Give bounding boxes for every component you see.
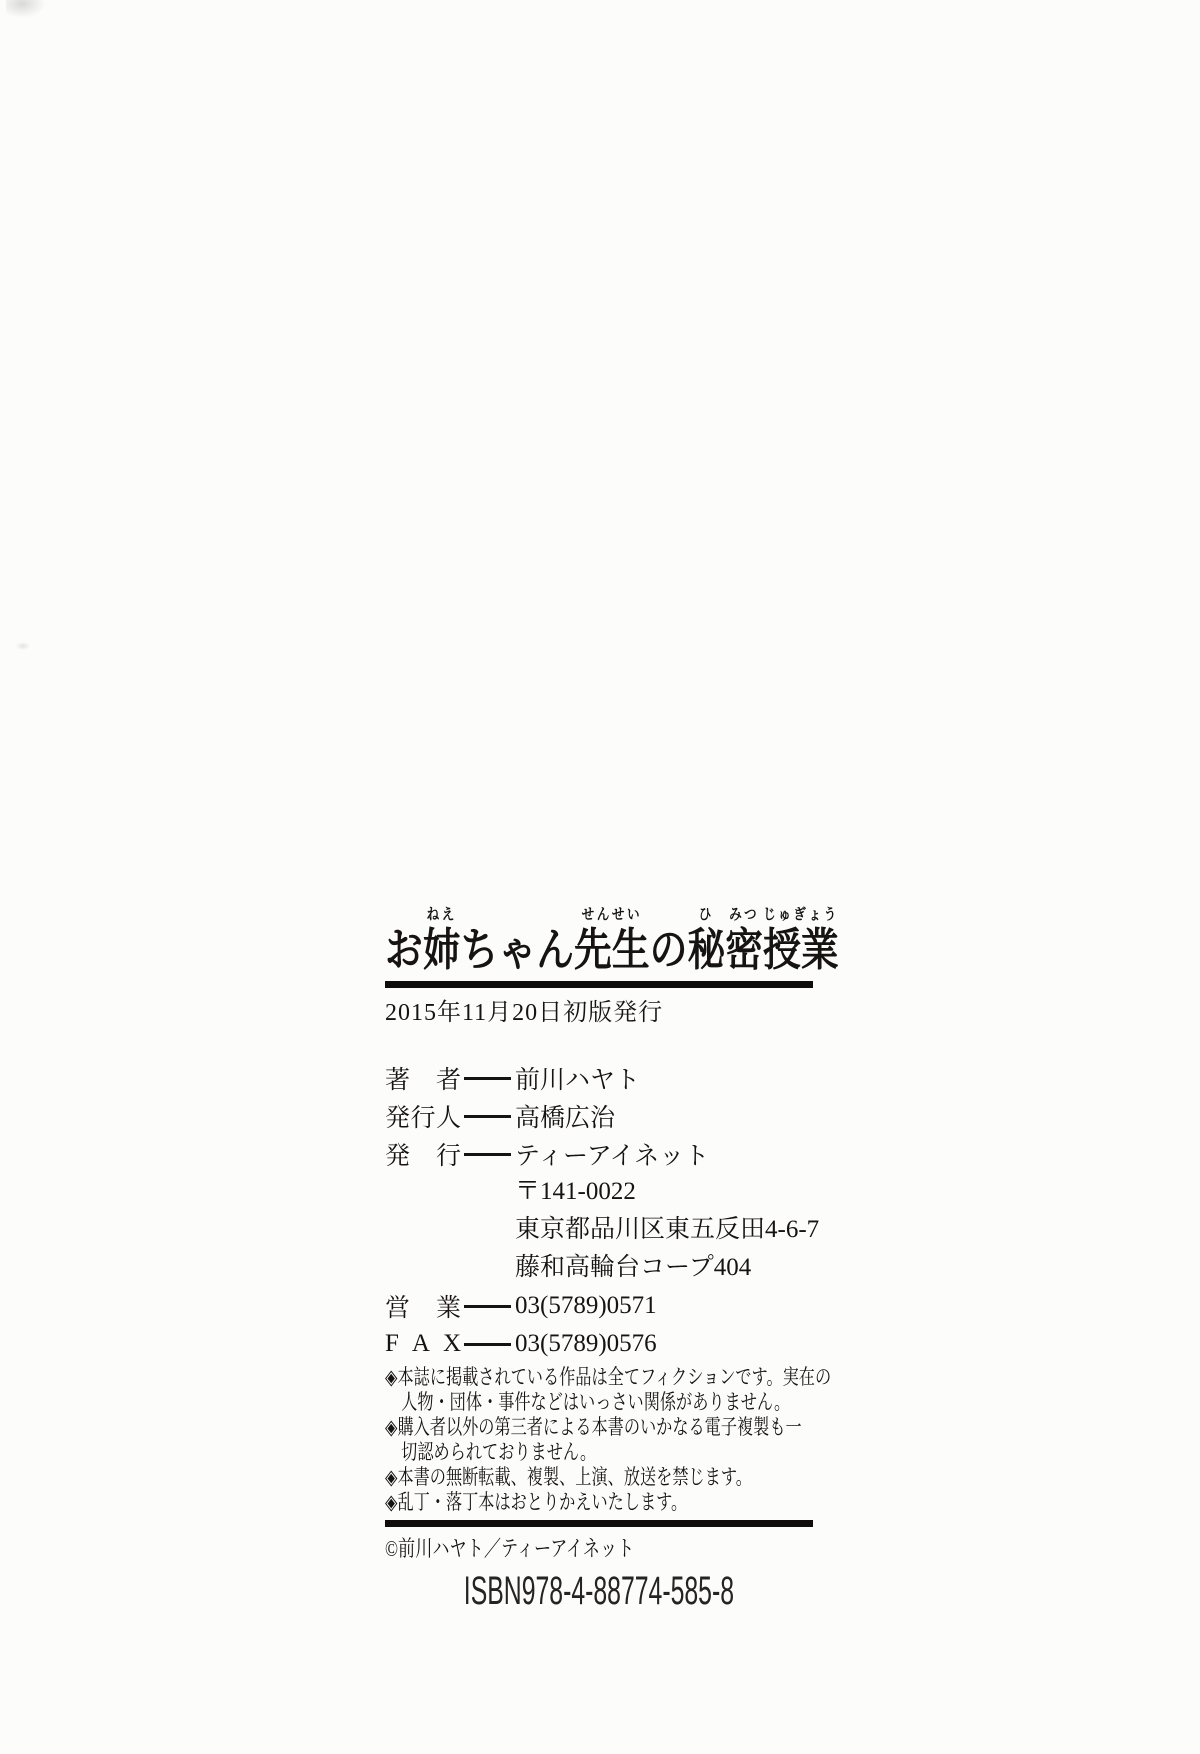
divider-rule-top	[385, 981, 813, 988]
copyright-line: ©前川ハヤト／ティーアイネット	[385, 1536, 635, 1561]
label-char: 発	[385, 1105, 411, 1132]
title-segment	[423, 906, 461, 974]
title-text: ちゃん	[460, 925, 575, 975]
label-char: F	[385, 1330, 399, 1357]
publication-date: 2015年11月20日初版発行	[385, 1000, 664, 1026]
credit-row-author	[385, 1059, 813, 1097]
contact-label	[385, 1330, 461, 1358]
credit-label	[385, 1060, 461, 1096]
label-char: 行	[435, 1143, 461, 1170]
furigana-text	[650, 906, 688, 926]
furigana-text	[385, 906, 423, 926]
scan-artifact-top-left	[6, 0, 46, 18]
notice-line	[385, 1365, 832, 1390]
label-char: 行	[410, 1105, 436, 1132]
furigana-text: ひ	[698, 907, 714, 923]
label-char: X	[442, 1330, 461, 1357]
notice-line	[385, 1465, 752, 1490]
postal-code: 〒141-0022	[515, 1178, 636, 1205]
contact-row-sales	[385, 1287, 813, 1325]
credit-row-publisher-company	[385, 1135, 813, 1173]
credits-section	[385, 1059, 820, 1363]
divider-rule-bottom	[385, 1520, 813, 1527]
title-segment	[650, 906, 688, 974]
notice-line	[385, 1390, 791, 1415]
notice-marker-icon: ◈	[385, 1490, 398, 1514]
furigana-text: じゅぎょう	[763, 907, 839, 923]
title-text: 授業	[763, 925, 839, 975]
credit-label	[385, 1098, 461, 1134]
contact-label	[385, 1288, 461, 1324]
address-line: 藤和高輪台コープ404	[515, 1254, 752, 1281]
furigana-text: せんせい	[581, 907, 643, 923]
isbn-number: ISBN978-4-88774-585-8	[463, 1569, 735, 1613]
title-text: の	[649, 925, 688, 975]
notice-marker-icon: ◈	[385, 1465, 398, 1489]
credit-value: ティーアイネット	[515, 1143, 710, 1170]
title-segment	[574, 906, 650, 974]
label-char: A	[411, 1330, 430, 1357]
title-segment	[763, 906, 839, 974]
contact-row-fax	[385, 1325, 813, 1363]
credit-label	[385, 1136, 461, 1172]
label-char: 業	[435, 1295, 461, 1322]
title-text: 姉	[422, 925, 461, 975]
label-char: 人	[435, 1105, 461, 1132]
leader-dash	[464, 1305, 511, 1308]
notice-text: 乱丁・落丁本はおとりかえいたします。	[397, 1490, 688, 1514]
notice-line	[385, 1415, 802, 1440]
title-segment	[725, 906, 763, 974]
fax-number: 03(5789)0576	[515, 1330, 657, 1357]
notice-marker-icon: ◈	[385, 1365, 398, 1389]
label-char: 発	[385, 1143, 411, 1170]
title-text: 先生	[574, 925, 650, 975]
legal-notices	[385, 1365, 832, 1515]
label-char: 者	[435, 1067, 461, 1094]
notice-text: 本書の無断転載、複製、上演、放送を禁じます。	[397, 1465, 752, 1489]
notice-text: 切認められておりません。	[401, 1440, 597, 1464]
title-text: 秘	[687, 925, 726, 975]
notice-line	[385, 1490, 715, 1515]
notice-marker-icon: ◈	[385, 1415, 398, 1439]
isbn-row	[385, 1569, 813, 1613]
furigana-text: みつ	[729, 907, 760, 923]
phone-number: 03(5789)0571	[515, 1292, 657, 1319]
notice-text: 人物・団体・事件などはいっさい関係がありません。	[401, 1390, 791, 1414]
furigana-text	[461, 906, 574, 926]
leader-dash	[464, 1153, 511, 1156]
title-segment	[687, 906, 725, 974]
leader-dash	[464, 1077, 511, 1080]
notice-line	[385, 1440, 715, 1465]
title-text: お	[385, 925, 423, 975]
credit-value: 前川ハヤト	[515, 1067, 641, 1094]
scan-artifact-left-edge	[16, 642, 30, 650]
notice-text: 購入者以外の第三者による本書のいかなる電子複製も一	[397, 1415, 802, 1439]
book-title	[385, 906, 839, 975]
notice-text: 本誌に掲載されている作品は全てフィクションです。実在の	[397, 1365, 832, 1389]
credit-value: 高橋広治	[515, 1105, 616, 1132]
label-char: 著	[385, 1067, 411, 1094]
label-char: 営	[385, 1295, 411, 1322]
title-text: 密	[725, 925, 764, 975]
title-segment	[461, 906, 574, 974]
furigana-text: ねえ	[426, 907, 457, 923]
leader-dash	[464, 1115, 511, 1118]
credit-row-publisher-person	[385, 1097, 813, 1135]
leader-dash	[464, 1343, 511, 1346]
address-line: 東京都品川区東五反田4-6-7	[515, 1216, 820, 1243]
colophon-block	[385, 906, 839, 1613]
title-segment	[385, 906, 423, 974]
